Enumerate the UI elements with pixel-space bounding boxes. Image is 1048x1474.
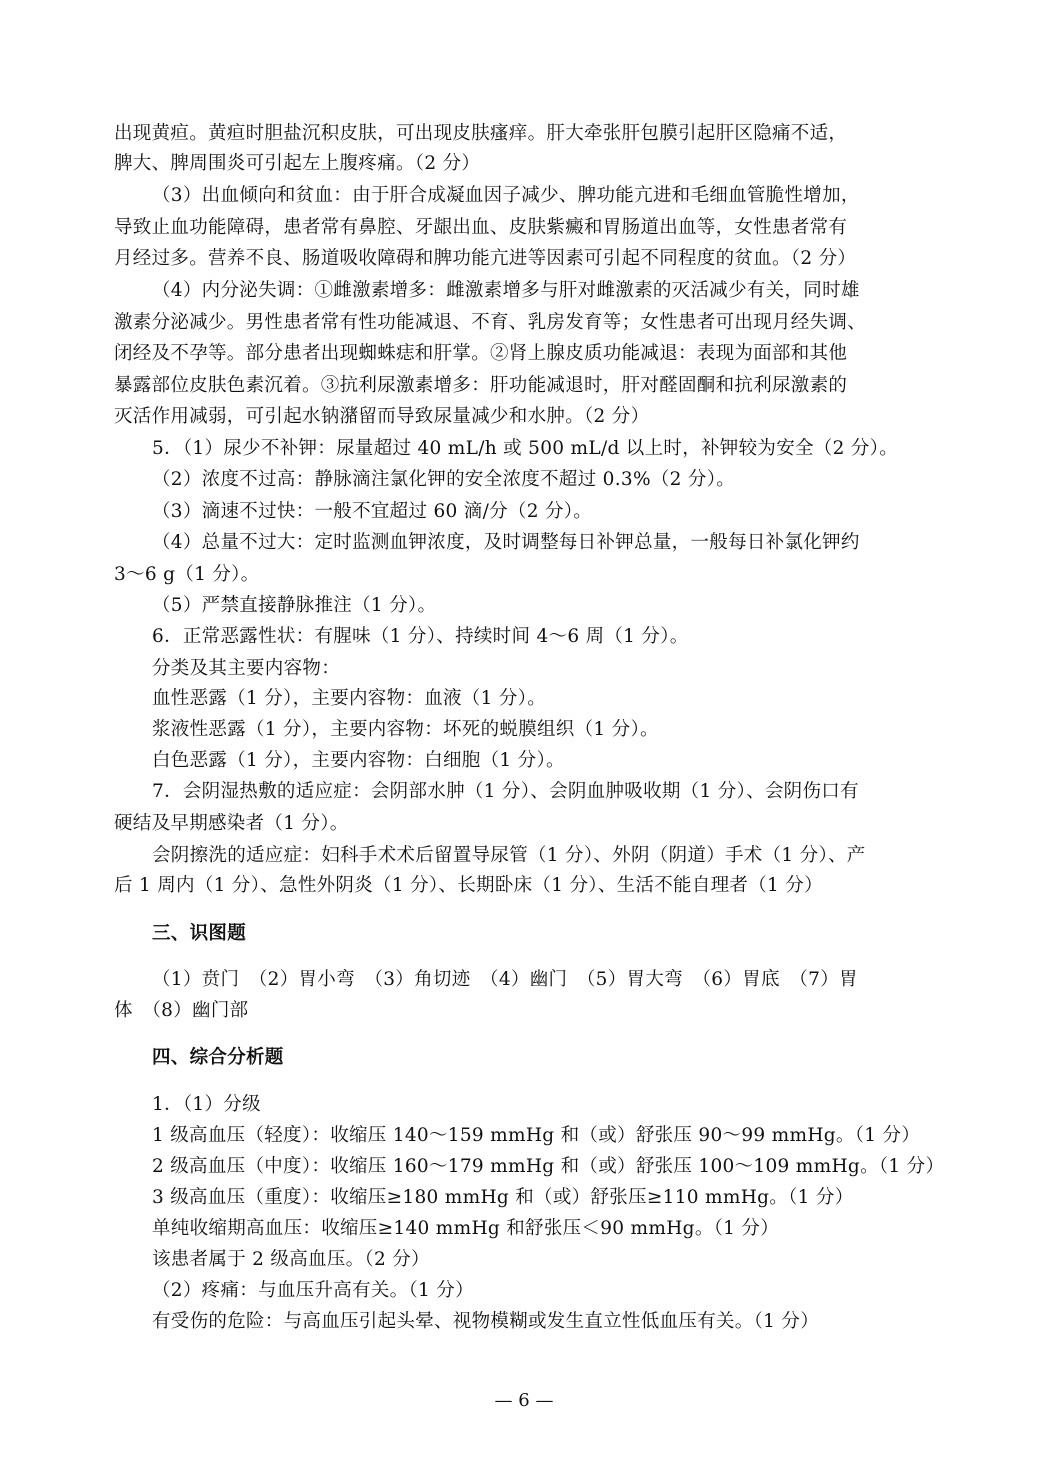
text-line: 7．会阴湿热敷的适应症：会阴部水肿（1 分）、会阴血肿吸收期（1 分）、会阴伤口有 bbox=[152, 781, 859, 802]
text-line: 5．（1）尿少不补钾：尿量超过 40 mL/h 或 500 mL/d 以上时，补钾较为安全（2 分）。 bbox=[152, 438, 899, 459]
text-line: （3）滴速不过快：一般不宜超过 60 滴/分（2 分）。 bbox=[152, 501, 593, 522]
text-line: 浆液性恶露（1 分），主要内容物：坏死的蜕膜组织（1 分）。 bbox=[152, 719, 659, 740]
page-number: — 6 — bbox=[494, 1390, 554, 1411]
text-line: 后 1 周内（1 分）、急性外阴炎（1 分）、长期卧床（1 分）、生活不能自理者（1 分） bbox=[114, 875, 823, 896]
text-line: 白色恶露（1 分），主要内容物：白细胞（1 分）。 bbox=[152, 750, 565, 771]
text-line: 出现黄疸。黄疸时胆盐沉积皮肤，可出现皮肤瘙痒。肝大牵张肝包膜引起肝区隐痛不适， bbox=[114, 123, 848, 144]
text-line: 3～6 g（1 分）。 bbox=[114, 564, 260, 585]
text-line: 2 级高血压（中度）：收缩压 160～179 mmHg 和（或）舒张压 100～109 mmHg。（1 分） bbox=[152, 1156, 945, 1177]
text-line: （4）内分泌失调：①雌激素增多：雌激素增多与肝对雌激素的灭活减少有关，同时雄 bbox=[152, 280, 860, 301]
text-line: 灭活作用减弱，可引起水钠潴留而导致尿量减少和水肿。（2 分） bbox=[114, 406, 650, 427]
text-line: 导致止血功能障碍，患者常有鼻腔、牙龈出血、皮肤紫癜和胃肠道出血等，女性患者常有 bbox=[114, 217, 848, 238]
text-line: （2）疼痛：与血压升高有关。（1 分） bbox=[152, 1280, 474, 1301]
text-line: 6．正常恶露性状：有腥味（1 分）、持续时间 4～6 周（1 分）。 bbox=[152, 626, 689, 647]
text-line: （1）贲门 （2）胃小弯 （3）角切迹 （4）幽门 （5）胃大弯 （6）胃底 （7）胃 bbox=[152, 969, 858, 990]
section-heading: 四、综合分析题 bbox=[152, 1047, 284, 1068]
section-heading: 三、识图题 bbox=[152, 923, 247, 944]
text-line: 分类及其主要内容物： bbox=[152, 658, 341, 679]
text-line: 该患者属于 2 级高血压。（2 分） bbox=[152, 1249, 430, 1270]
text-line: （5）严禁直接静脉推注（1 分）。 bbox=[152, 595, 437, 616]
text-line: 会阴擦洗的适应症：妇科手术术后留置导尿管（1 分）、外阴（阴道）手术（1 分）、产 bbox=[152, 845, 866, 866]
text-line: 血性恶露（1 分），主要内容物：血液（1 分）。 bbox=[152, 688, 547, 709]
text-line: （2）浓度不过高：静脉滴注氯化钾的安全浓度不超过 0.3%（2 分）。 bbox=[152, 469, 736, 490]
text-line: 有受伤的危险：与高血压引起头晕、视物模糊或发生直立性低血压有关。（1 分） bbox=[152, 1311, 820, 1332]
text-line: 单纯收缩期高血压：收缩压≥140 mmHg 和舒张压＜90 mmHg。（1 分） bbox=[152, 1218, 780, 1239]
text-line: 闭经及不孕等。部分患者出现蜘蛛痣和肝掌。②肾上腺皮质功能减退：表现为面部和其他 bbox=[114, 343, 848, 364]
text-line: 硬结及早期感染者（1 分）。 bbox=[114, 813, 349, 834]
text-line: （4）总量不过大：定时监测血钾浓度，及时调整每日补钾总量，一般每日补氯化钾约 bbox=[152, 532, 860, 553]
text-line: 1．（1）分级 bbox=[152, 1094, 261, 1115]
text-line: 体 （8）幽门部 bbox=[114, 1000, 249, 1021]
text-line: （3）出血倾向和贫血：由于肝合成凝血因子减少、脾功能亢进和毛细血管脆性增加， bbox=[152, 185, 860, 206]
text-line: 1 级高血压（轻度）：收缩压 140～159 mmHg 和（或）舒张压 90～99 mmHg。（1 分） bbox=[152, 1125, 921, 1146]
text-line: 激素分泌减少。男性患者常有性功能减退、不育、乳房发育等；女性患者可出现月经失调、 bbox=[114, 312, 867, 333]
text-line: 暴露部位皮肤色素沉着。③抗利尿激素增多：肝功能减退时，肝对醛固酮和抗利尿激素的 bbox=[114, 375, 848, 396]
text-line: 3 级高血压（重度）：收缩压≥180 mmHg 和（或）舒张压≥110 mmHg。（1 分） bbox=[152, 1187, 854, 1208]
text-line: 月经过多。营养不良、肠道吸收障碍和脾功能亢进等因素可引起不同程度的贫血。（2 分） bbox=[114, 248, 857, 269]
text-line: 脾大、脾周围炎可引起左上腹疼痛。（2 分） bbox=[114, 153, 481, 174]
